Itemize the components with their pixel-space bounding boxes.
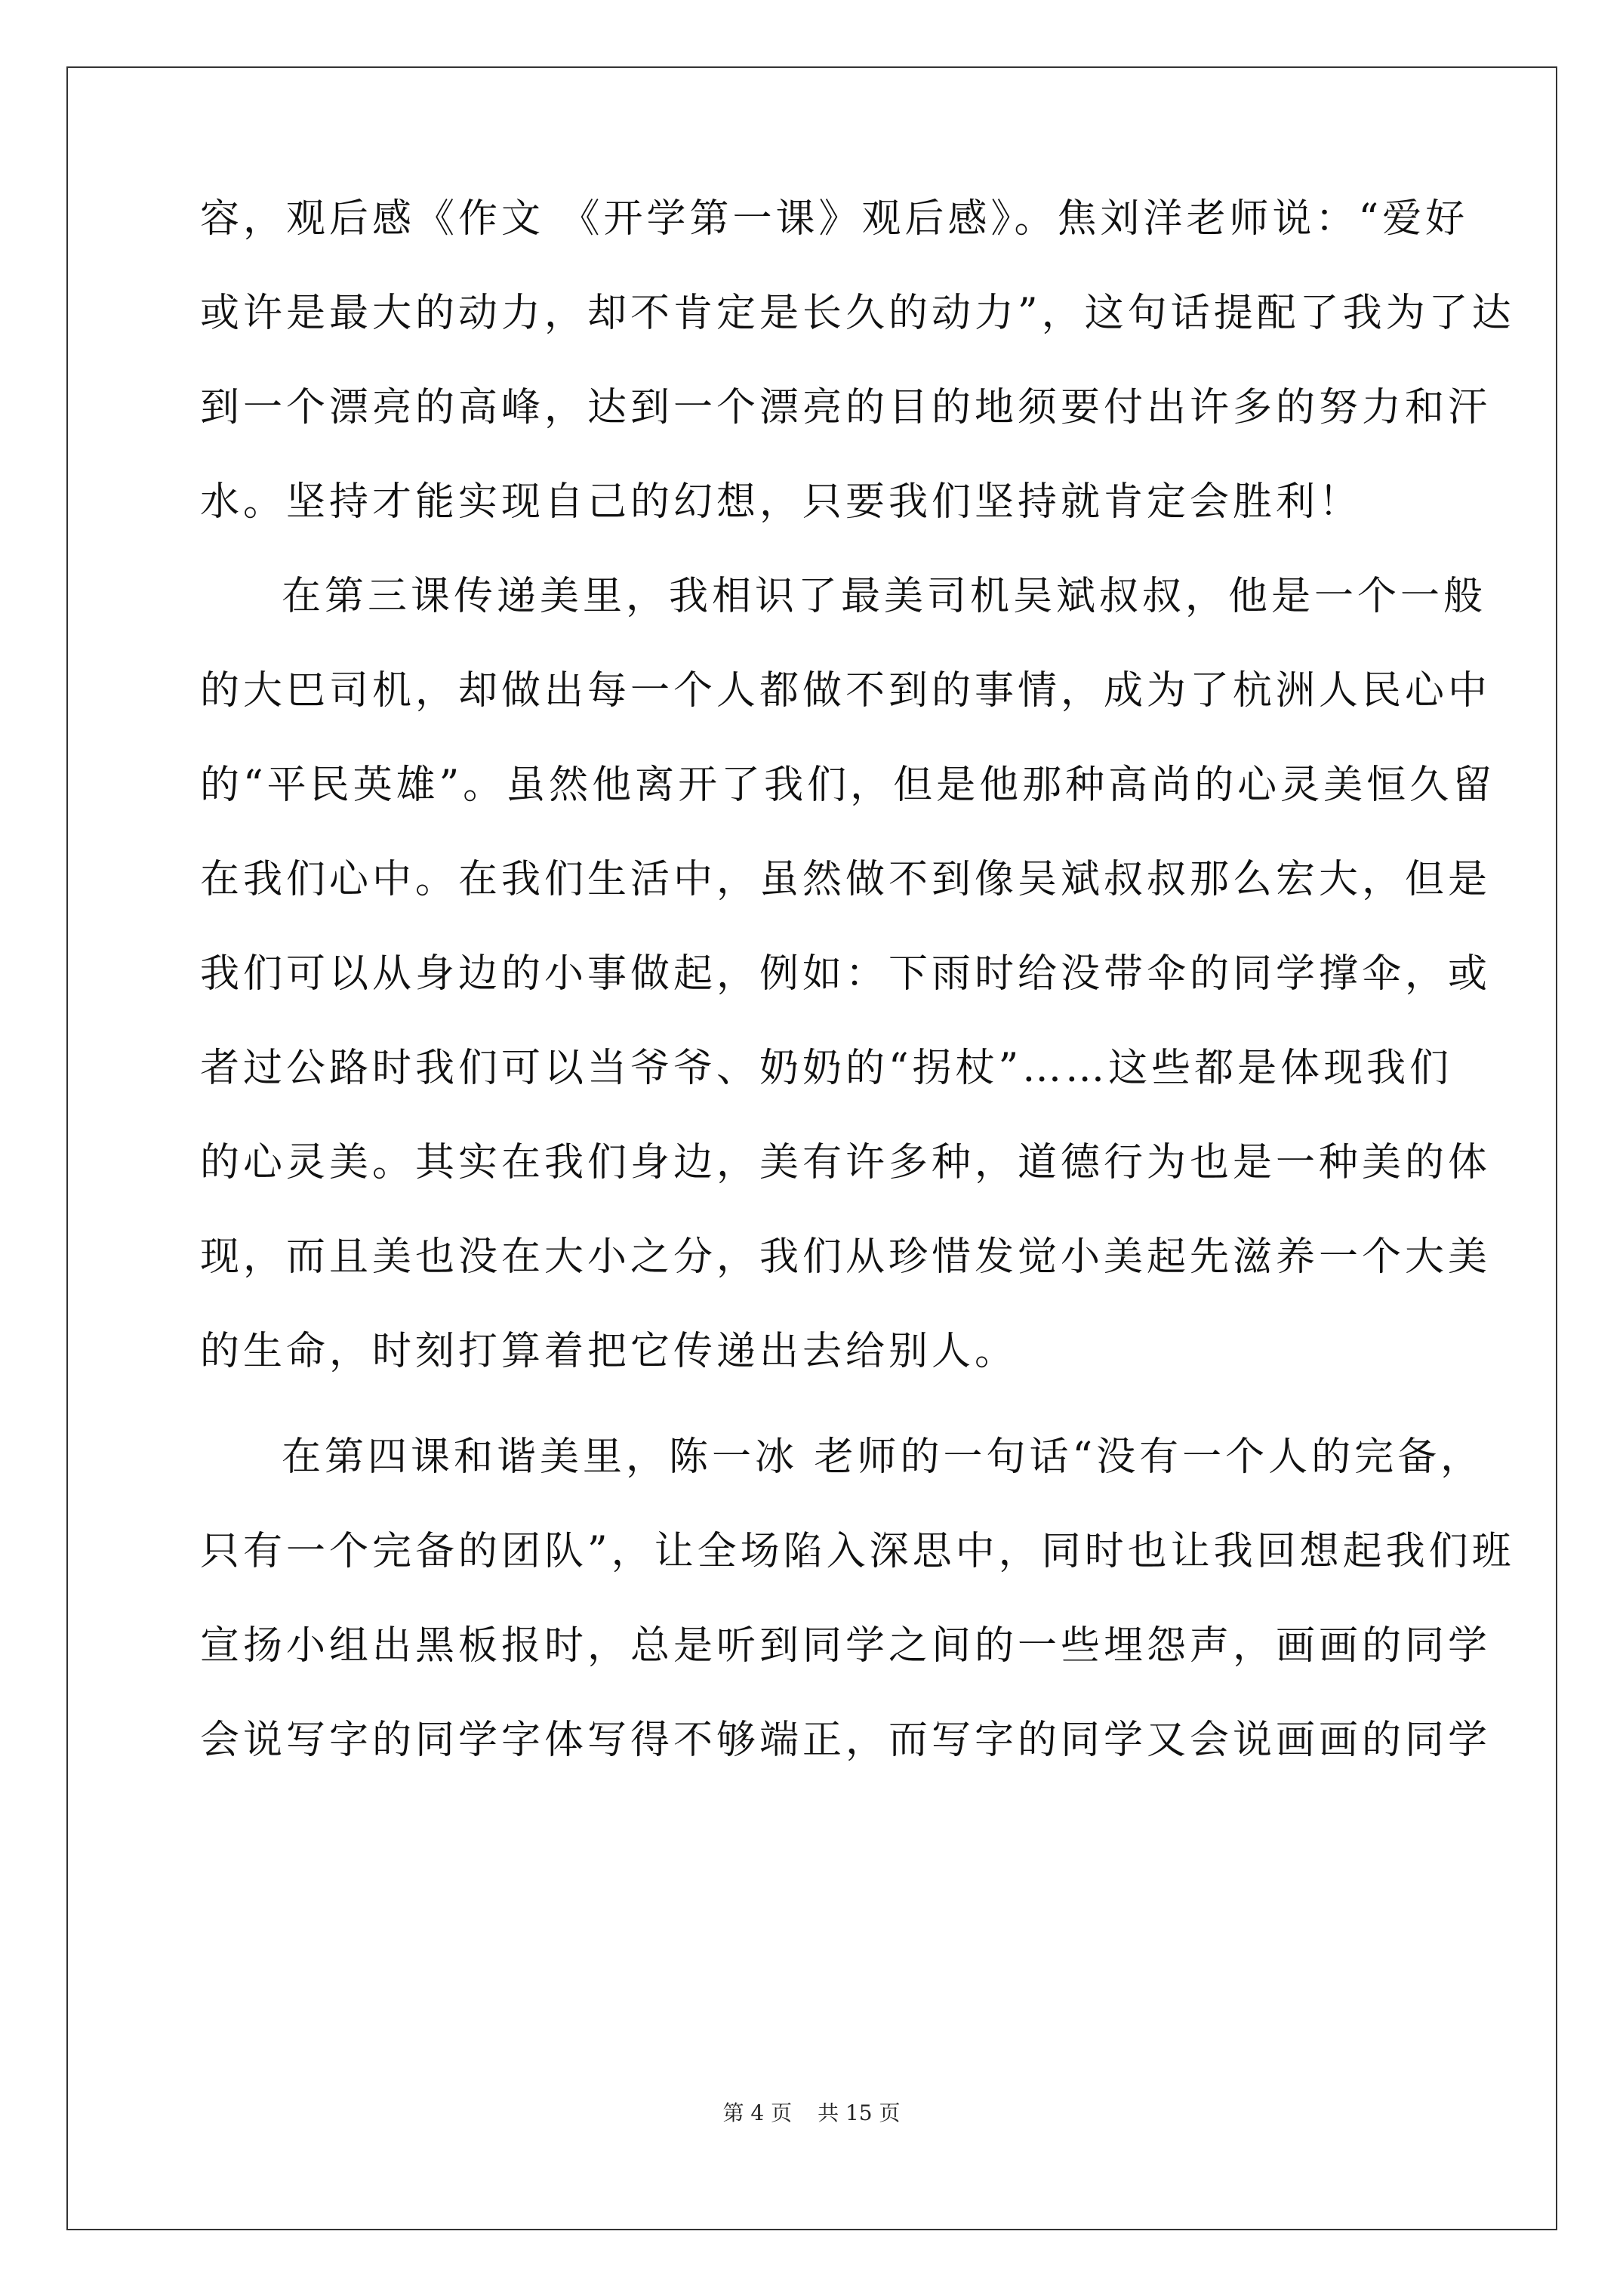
text-line: 的生命，时刻打算着把它传递出去给别人。 <box>200 1329 1018 1374</box>
paragraph-start-line: 在第四课和谐美里，陈一冰 老师的一句话“没有一个人的完备， <box>282 1435 1484 1480</box>
text-line: 会说写字的同学字体写得不够端正，而写字的同学又会说画画的同学 <box>200 1718 1492 1763</box>
text-line: 在我们心中。在我们生活中，虽然做不到像吴斌叔叔那么宏大，但是 <box>200 857 1492 902</box>
text-line: 或许是最大的动力，却不肯定是长久的动力”，这句话提配了我为了达 <box>200 291 1515 336</box>
text-line: 我们可以从身边的小事做起，例如：下雨时给没带伞的同学撑伞，或 <box>200 951 1492 997</box>
text-line: 者过公路时我们可以当爷爷、奶奶的“拐杖”……这些都是体现我们 <box>200 1046 1453 1091</box>
text-line: 现，而且美也没在大小之分，我们从珍惜发觉小美起先滋养一个大美 <box>200 1234 1492 1280</box>
text-line: 的大巴司机，却做出每一个人都做不到的事情，成为了杭洲人民心中 <box>200 668 1492 713</box>
text-line: 宣扬小组出黑板报时，总是听到同学之间的一些埋怨声，画画的同学 <box>200 1623 1492 1669</box>
text-line: 的“平民英雄”。虽然他离开了我们，但是他那种高尚的心灵美恒久留 <box>200 763 1496 808</box>
page-number-current: 第 4 页 <box>722 2100 793 2125</box>
text-line: 到一个漂亮的高峰，达到一个漂亮的目的地须要付出许多的努力和汗 <box>200 385 1492 430</box>
page-number-total: 共 15 页 <box>818 2100 901 2125</box>
text-line: 容，观后感《作文 《开学第一课》观后感》。焦刘洋老师说：“爱好 <box>200 196 1469 242</box>
page-footer <box>0 2100 1623 2126</box>
text-line: 的心灵美。其实在我们身边，美有许多种，道德行为也是一种美的体 <box>200 1140 1492 1185</box>
text-line: 只有一个完备的团队”，让全场陷入深思中，同时也让我回想起我们班 <box>200 1529 1515 1574</box>
text-line: 水。坚持才能实现自己的幻想，只要我们坚持就肯定会胜利！ <box>200 479 1363 525</box>
paragraph-start-line: 在第三课传递美里，我相识了最美司机吴斌叔叔，他是一个一般 <box>282 574 1487 619</box>
